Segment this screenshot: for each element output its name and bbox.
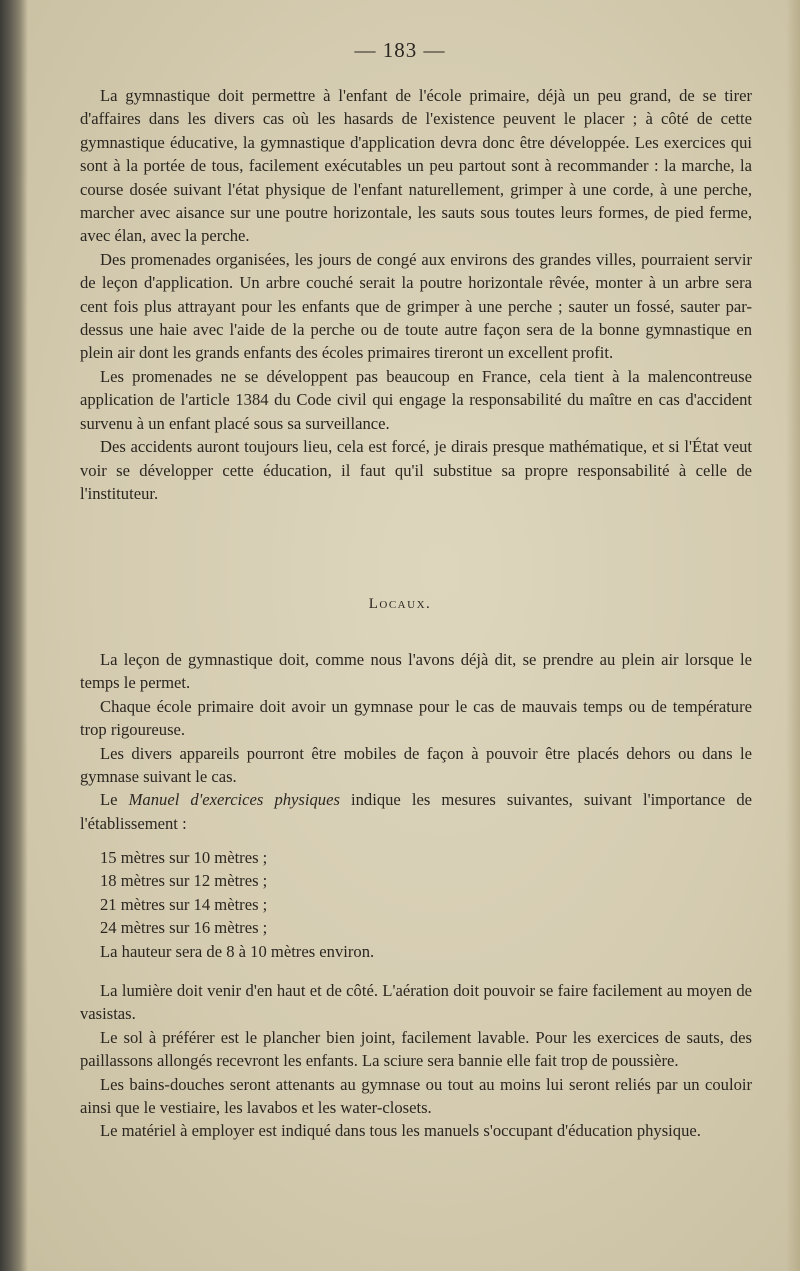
list-item: La hauteur sera de 8 à 10 mètres environ.: [100, 941, 375, 961]
paragraph: Le sol à préférer est le plancher bien joint, facilement lavable. Pour les exercices de sauts, des paillassons allongés recevront les enfants. La sciure sera bannie elle fait trop de poussière.: [80, 1027, 752, 1071]
manual-rest: indique les mesures suivantes, suivant l'importance de l'établissement :: [80, 790, 752, 833]
section-locaux-intro: [80, 648, 752, 835]
paragraph-manuel: [80, 788, 752, 835]
measures-list: [100, 846, 374, 963]
manual-title: Manuel d'exercices physiques: [128, 790, 340, 810]
paragraph: Des promenades organisées, les jours de congé aux environs des grandes villes, pourraient servir de leçon d'application. Un arbre couché serait la poutre horizontale rêvée, monter à un arbre sera cent fois plus attrayant pour les enfants que de grimper à une perche ; sauter un fossé, sauter par-dessus une haie avec l'aide de la perche ou de toute autre façon sera de la bonne gymnastique en plein air dont les grands enfants des écoles primaires tireront un excellent profit.: [80, 249, 752, 363]
list-item: 18 mètres sur 12 mètres ;: [100, 871, 268, 891]
paragraph: Le matériel à employer est indiqué dans tous les manuels s'occupant d'éducation physique.: [100, 1121, 701, 1141]
paragraph: La gymnastique doit permettre à l'enfant de l'école primaire, déjà un peu grand, de se tirer d'affaires dans les divers cas où les hasards de l'existence peuvent le placer ; à côté de cette gymnastique éducative, la gymnastique d'application devra donc être développée. Les exercices qui sont à la portée de tous, facilement exécutables un peu partout sont à recommander : la marche, la course dosée suivant l'état physique de l'enfant naturellement, grimper à une corde, à une perche, marcher avec aisance sur une poutre horizontale, les sauts sous toutes leurs formes, de pied ferme, avec élan, avec la perche.: [80, 86, 752, 246]
paragraph: Les divers appareils pourront être mobiles de façon à pouvoir être placés dehors ou dans le gymnase suivant le cas.: [80, 743, 752, 787]
section-heading-locaux: Locaux.: [368, 596, 432, 612]
section-locaux-details: [80, 979, 752, 1143]
paragraph: Chaque école primaire doit avoir un gymnase pour le cas de mauvais temps ou de température trop rigoureuse.: [80, 696, 752, 740]
list-item: 21 mètres sur 14 mètres ;: [100, 894, 268, 914]
paragraph: La lumière doit venir d'en haut et de côté. L'aération doit pouvoir se faire facilement au moyen de vasistas.: [80, 981, 752, 1024]
section-gymnastique-application: [80, 84, 752, 505]
page-edge-shadow: [786, 0, 800, 1271]
page-number: — 183 —: [354, 38, 446, 62]
paragraph: Des accidents auront toujours lieu, cela est forcé, je dirais presque mathématique, et si l'État veut voir se développer cette éducation, il faut qu'il substitue sa propre responsabilité à celle de l'instituteur.: [80, 437, 752, 503]
book-spine-shadow: [0, 0, 28, 1271]
list-item: 15 mètres sur 10 mètres ;: [100, 848, 268, 867]
manual-intro: Le: [100, 790, 129, 810]
paragraph: Les bains-douches seront attenants au gymnase ou tout au moins lui seront reliés par un couloir ainsi que le vestiaire, les lavabos et les water-closets.: [80, 1074, 752, 1118]
paragraph: La leçon de gymnastique doit, comme nous l'avons déjà dit, se prendre au plein air lorsque le temps le permet.: [80, 650, 752, 693]
list-item: 24 mètres sur 16 mètres ;: [100, 918, 268, 938]
paragraph: Les promenades ne se développent pas beaucoup en France, cela tient à la malencontreuse application de l'article 1384 du Code civil qui engage la responsabilité du maître en cas d'accident survenu à un enfant placé sous sa surveillance.: [80, 366, 752, 433]
